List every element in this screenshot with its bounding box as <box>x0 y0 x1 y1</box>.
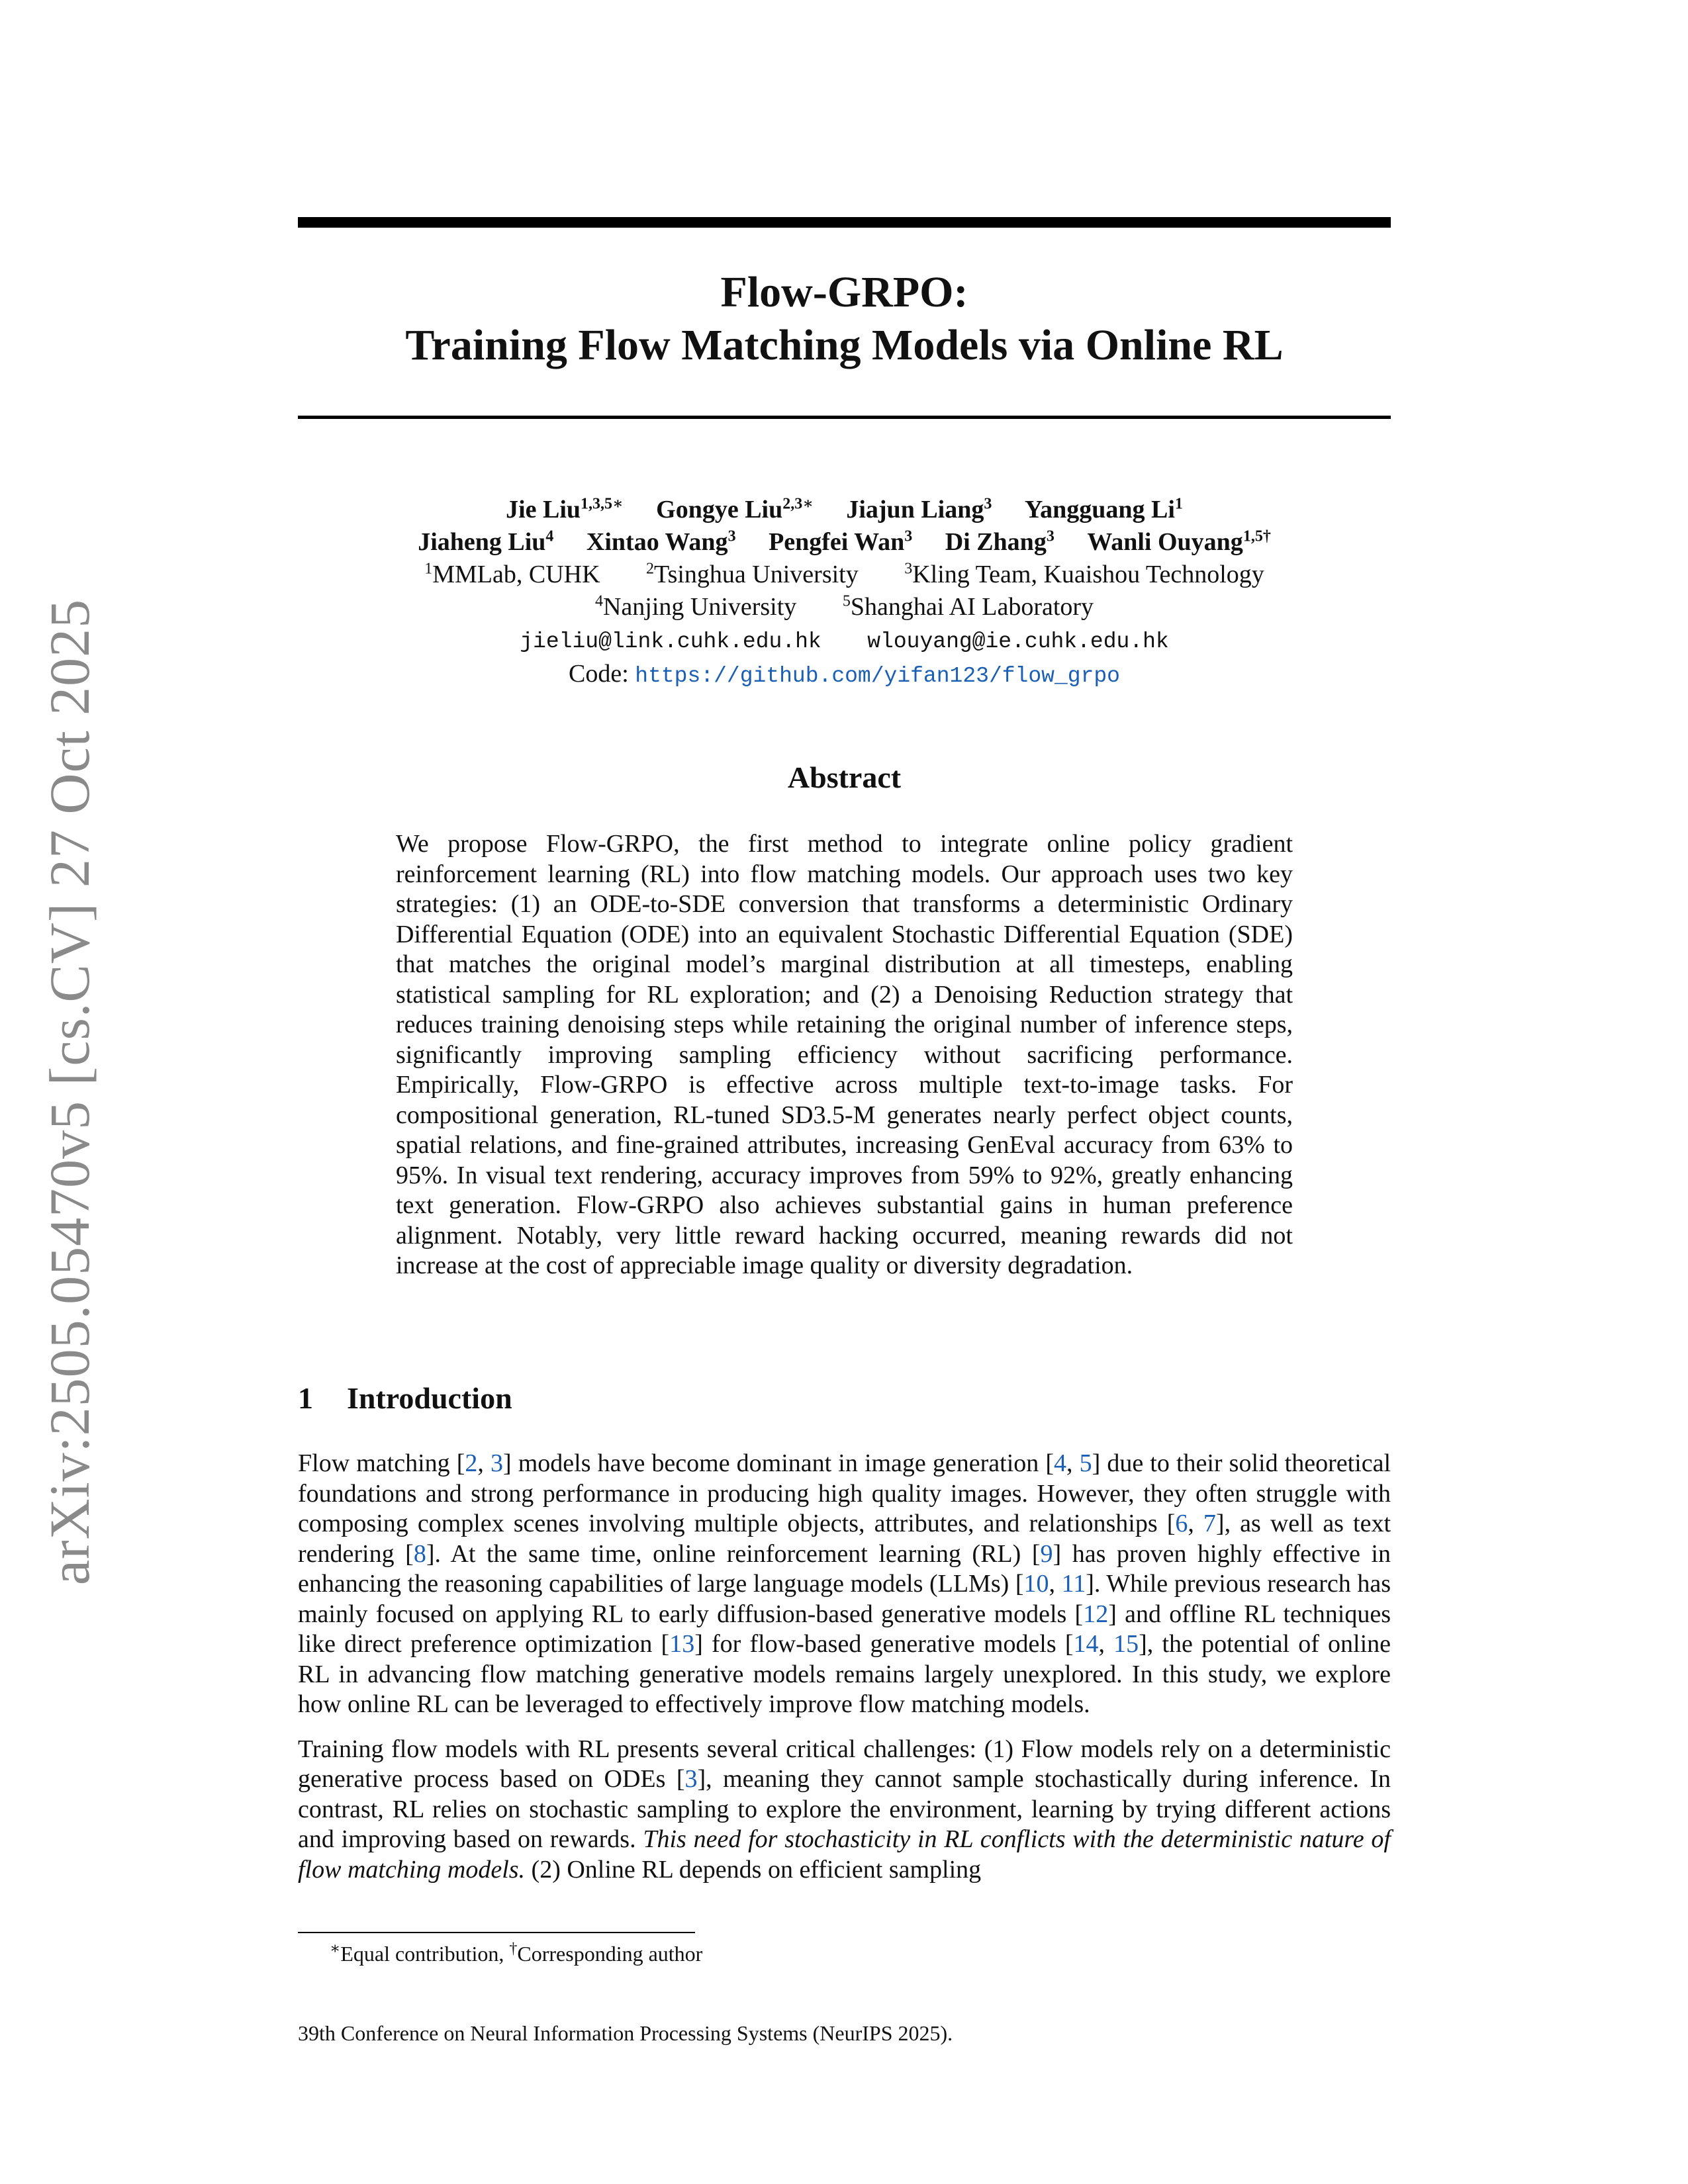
citation-link[interactable]: 10 <box>1023 1570 1049 1598</box>
emphasis-text: This need for stochasticity in RL conflicts with the deterministic nature of flow matching models. <box>298 1825 1391 1884</box>
citation-link[interactable]: 15 <box>1113 1630 1139 1658</box>
footnote-rule <box>298 1932 695 1933</box>
affiliation-row-2 <box>298 591 1391 623</box>
author-name: Pengfei Wan$^3$ <box>769 527 913 556</box>
author-name: Gongye Liu$^{2,3∗}$ <box>656 495 814 523</box>
citation-link[interactable]: 7 <box>1203 1510 1216 1537</box>
footnote: ∗Equal contribution, †Corresponding author <box>330 1940 703 1966</box>
affiliation-list <box>298 559 1391 692</box>
author-name: Jiajun Liang$^3$ <box>846 495 992 523</box>
citation-link[interactable]: 14 <box>1073 1630 1099 1658</box>
citation-link[interactable]: 3 <box>684 1765 698 1793</box>
author-row-1 <box>298 494 1391 526</box>
citation-link[interactable]: 4 <box>1054 1449 1066 1477</box>
author-name: Yangguang Li$^1$ <box>1024 495 1183 523</box>
venue-footer: 39th Conference on Neural Information Processing Systems (NeurIPS 2025). <box>298 2021 953 2045</box>
email[interactable]: wlouyang@ie.cuhk.edu.hk <box>867 629 1169 654</box>
title-line-1: Flow-GRPO: <box>720 268 968 316</box>
author-row-2 <box>298 526 1391 559</box>
code-link[interactable]: https://github.com/yifan123/flow_grpo <box>635 664 1120 688</box>
paper-title <box>298 266 1391 372</box>
author-name: Xintao Wang$^3$ <box>586 527 736 556</box>
email-row <box>298 623 1391 658</box>
abstract-heading: Abstract <box>787 760 902 794</box>
title-bottom-rule <box>298 416 1391 419</box>
section-number: 1 <box>298 1381 313 1415</box>
citation-link[interactable]: 9 <box>1040 1539 1053 1568</box>
abstract-body: We propose Flow-GRPO, the first method to integrate online policy gradient reinforcement learning (RL) into flow matching models. Our approach uses two key strategies: (1) an ODE-to-SDE conversion that transforms a deterministic Ordinary Differential Equation (ODE) into an equivalent Stochastic Differential Equation (SDE) that matches the original model’s marginal distribution at all timesteps, enabling statistical sampling for RL exploration; and (2) a Denoising Reduction strategy that reduces training denoising steps while retaining the original number of inference steps, significantly improving sampling efficiency without sacrificing performance. Empirically, Flow-GRPO is effective across multiple text-to-image tasks. For compositional generation, RL-tuned SD3.5-M generates nearly perfect object counts, spatial relations, and fine-grained attributes, increasing GenEval accuracy from 63% to 95%. In visual text rendering, accuracy improves from 59% to 92%, greatly enhancing text generation. Flow-GRPO also achieves substantial gains in human preference alignment. Notably, very little reward hacking occurred, meaning rewards did not increase at the cost of appreciable image quality or diversity degradation. <box>396 830 1293 1279</box>
section-heading <box>298 1381 512 1416</box>
affiliation: $^1$MMLab, CUHK <box>424 560 600 588</box>
affiliation: $^4$Nanjing University <box>594 592 797 621</box>
author-name: Wanli Ouyang$^{1,5\dagger}$ <box>1087 527 1271 556</box>
affiliation: $^3$Kling Team, Kuaishou Technology <box>904 560 1264 588</box>
citation-link[interactable]: 2 <box>465 1449 478 1477</box>
arxiv-identifier: arXiv:2505.05470v5 [cs.CV] 27 Oct 2025 <box>38 598 101 1586</box>
code-label: Code: <box>568 660 629 688</box>
author-name: Jie Liu$^{1,3,5∗}$ <box>506 495 624 523</box>
author-name: Di Zhang$^3$ <box>945 527 1055 556</box>
citation-link[interactable]: 11 <box>1061 1570 1086 1598</box>
section-title: Introduction <box>347 1381 512 1415</box>
citation-link[interactable]: 5 <box>1079 1449 1092 1477</box>
citation-link[interactable]: 12 <box>1083 1600 1109 1628</box>
author-list <box>298 494 1391 559</box>
introduction-body <box>298 1449 1391 1899</box>
citation-link[interactable]: 6 <box>1175 1510 1188 1537</box>
affiliation: $^5$Shanghai AI Laboratory <box>842 592 1094 621</box>
code-row <box>298 658 1391 692</box>
affiliation: $^2$Tsinghua University <box>646 560 859 588</box>
paragraph: Flow matching [2, 3] models have become dominant in image generation [4, 5] due to their solid theoretical foundations and strong performance in producing high quality images. However, they often struggle with composing complex scenes involving multiple objects, attributes, and relationships [6, 7], as well as text rendering [8]. At the same time, online reinforcement learning (RL) [9] has proven highly effective in enhancing the reasoning capabilities of large language models (LLMs) [10, 11]. While previous research has mainly focused on applying RL to early diffusion-based generative models [12] and offline RL techniques like direct preference optimization [13] for flow-based generative models [14, 15], the potential of online RL in advancing flow matching generative models remains largely unexplored. In this study, we explore how online RL can be leveraged to effectively improve flow matching models. <box>298 1449 1391 1718</box>
arxiv-sidebar <box>38 598 101 1586</box>
email[interactable]: jieliu@link.cuhk.edu.hk <box>520 629 821 654</box>
citation-link[interactable]: 3 <box>490 1449 503 1477</box>
author-name: Jiaheng Liu$^4$ <box>418 527 554 556</box>
affiliation-row-1 <box>298 559 1391 591</box>
citation-link[interactable]: 13 <box>669 1630 695 1658</box>
paragraph: Training flow models with RL presents several critical challenges: (1) Flow models rely on a deterministic generative process based on ODEs [3], meaning they cannot sample stochastically during inference. In contrast, RL relies on stochastic sampling to explore the environment, learning by trying different actions and improving based on rewards. This need for stochasticity in RL conflicts with the deterministic nature of flow matching models. (2) Online RL depends on efficient sampling <box>298 1735 1391 1884</box>
citation-link[interactable]: 8 <box>413 1539 426 1568</box>
title-line-2: Training Flow Matching Models via Online RL <box>405 321 1284 369</box>
title-top-rule <box>298 217 1391 228</box>
